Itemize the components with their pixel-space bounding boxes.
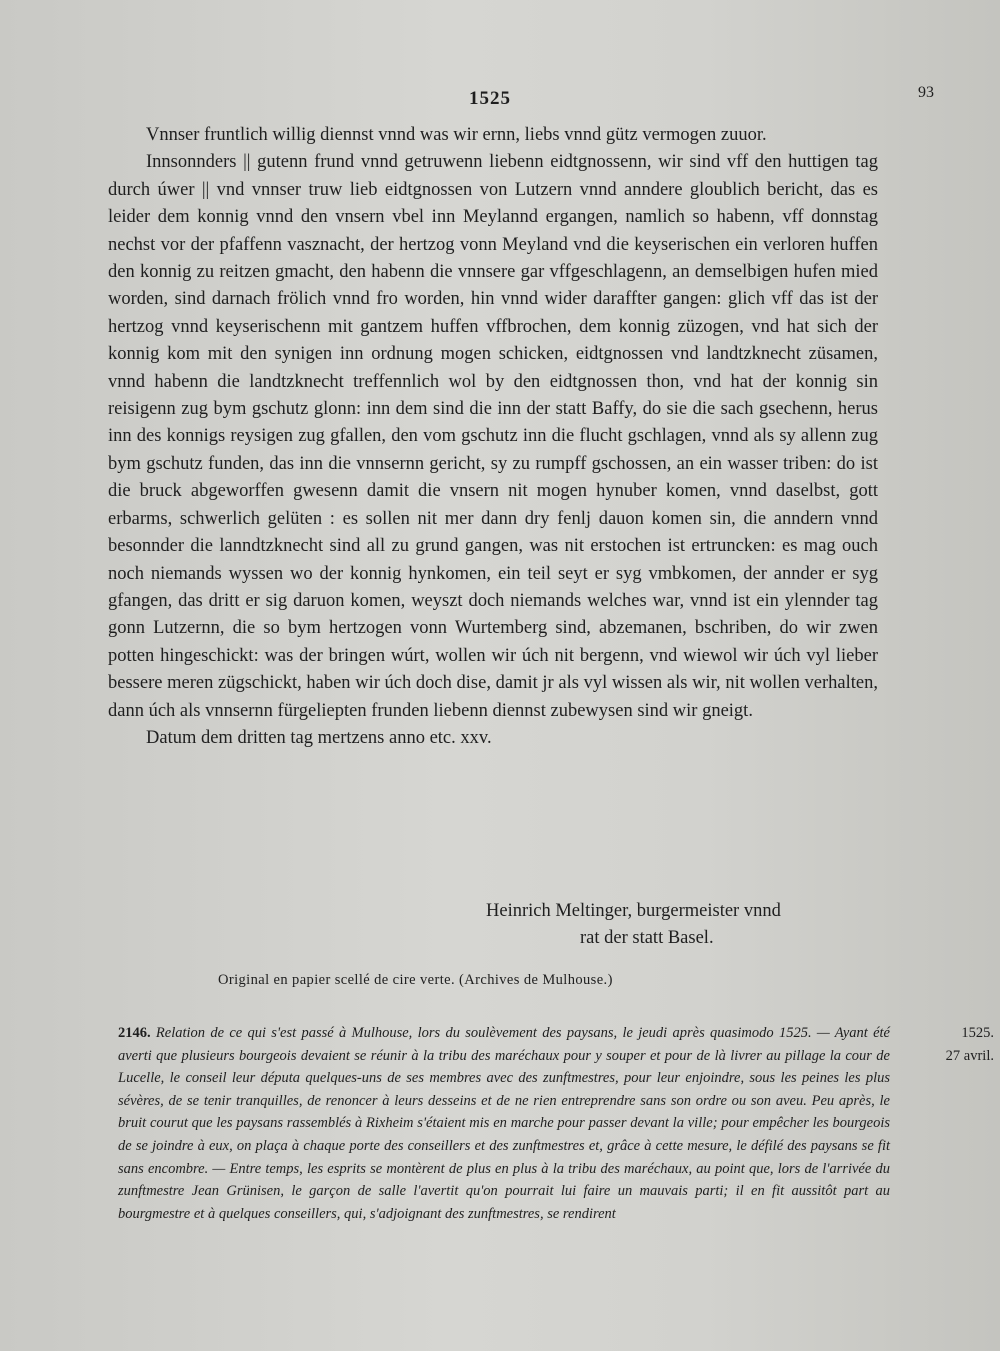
page-number: 93 — [918, 84, 934, 101]
running-head-year: 1525 — [469, 88, 511, 109]
letter-salutation: Vnnser fruntlich willig diennst vnnd was wir ernn, liebs vnnd gütz vermogen zuuor. — [146, 125, 767, 145]
letter-body — [108, 122, 878, 752]
entry-number: 2146. — [118, 1025, 151, 1041]
entry-text: Relation de ce qui s'est passé à Mulhouse, lors du soulèvement des paysans, le jeudi après quasimodo 1525. — Ayant été averti que plusieurs bourgeois devaient se réunir à la tribu des maréchaux pour y souper et pour de là livrer au pillage la cour de Lucelle, le conseil leur députa quelques-uns de ses membres avec des zunftmestres, pour leur enjoindre, sous les peines les plus sévères, de se tenir tranquilles, de renoncer à leurs desseins et de ne rien entreprendre sans son ordre ou son aveu. Peu après, le bruit courut que les paysans rassemblés à Rixheim s'étaient mis en marche pour passer devant la ville; pour empêcher les bourgeois de se joindre à eux, on plaça à chaque porte des conseillers et des zunftmestres et, grâce à cette mesure, le défilé des paysans se fit sans encombre. — Entre temps, les esprits se montèrent de plus en plus à la tribu des maréchaux, au point que, lors de l'arrivée du zunftmestre Jean Grünisen, le garçon de salle l'avertit qu'on pourrait lui faire un mauvais parti; il en fit aussitôt part au bourgmestre et à quelques conseillers, qui, s'adjoignant des zunftmestres, se rendirent — [118, 1025, 890, 1222]
letter-main-paragraph: Innsonnders || gutenn frund vnnd getruwenn liebenn eidtgnossenn, wir sind vff den huttigen tag durch úwer || vnd vnnser truw lieb eidtgnossen von Lutzern vnnd anndere gloublich bericht, das es leider dem konnig vnnd den vnsern vbel inn Meylannd ergangen, namlich so habenn, vff donnstag nechst vor der pfaffenn vasznacht, der hertzog vonn Meyland vnd die keyserischen ein verloren huffen den konnig zu reitzen gmacht, den habenn die vnnsere gar vffgeschlagenn, an demselbigen hufen mied worden, sind darnach frölich vnnd fro worden, hin vnnd wider daraffter gangen: glich vff das ist der hertzog vnnd keyserischenn mit gantzem huffen vffbrochen, dem konnig züzogen, vnd hat sich der konnig kom mit den synigen inn ordnung mogen schicken, eidtgnossen vnd landtzknecht züsamen, vnnd habenn die landtzknecht treffennlich wol by den eidtgnossen thon, vnd hat der konnig sin reisigenn zug bym gschutz glonn: inn dem sind die inn der statt Baffy, do sie die sach gsechenn, herus inn des konnigs reysigen zug gfallen, den vom gschutz inn die flucht gschlagen, vnnd als sy allenn zug bym gschutz funden, das inn die vnnsernn gericht, sy zu rumpff gschossen, an ein wasser triben: do ist die bruck abgeworffen gwesenn damit die vnsern nit mogen hynuber komen, vnnd daselbst, gott erbarms, schwerlich gelüten : es sollen nit mer dann dry fenlj dauon komen sin, die anndern vnnd besonnder die lanndtzknecht sind all zu grund gangen, was nit erstochen ist ertruncken: es mag ouch noch niemands wyssen wo der konnig hynkomen, ein teil seyt er syg vmbkomen, der annder er syg gfangen, das dritt er sig daruon komen, weyszt doch niemands welches war, vnnd ist ein ylennder tag gonn Lutzernn, die so bym hertzogen vonn Wurtemberg sind, abzemanen, bschriben, do wir zwen potten hingeschickt: was der bringen wúrt, wollen wir úch nit bergenn, vnd wiewol wir úch vyl lieber bessere meren zügschickt, haben wir úch doch dise, damit jr als vyl wissen als wir, nit wollen verhalten, dann úch als vnnsernn fürgeliepten frunden liebenn diennst zubewysen sind wir gneigt. — [108, 152, 878, 721]
signature-line-1: Heinrich Meltinger, burgermeister vnnd — [486, 901, 781, 921]
margin-notes — [914, 1022, 994, 1067]
calendar-entry — [118, 1022, 890, 1225]
letter-signature — [486, 898, 781, 953]
letter-dating: Datum dem dritten tag mertzens anno etc. xxv. — [146, 727, 492, 748]
signature-line-2: rat der statt Basel. — [580, 928, 714, 949]
margin-date: 27 avril. — [945, 1047, 994, 1064]
source-note: Original en papier scellé de cire verte. (Archives de Mulhouse.) — [218, 972, 613, 988]
margin-year: 1525. — [961, 1025, 994, 1041]
